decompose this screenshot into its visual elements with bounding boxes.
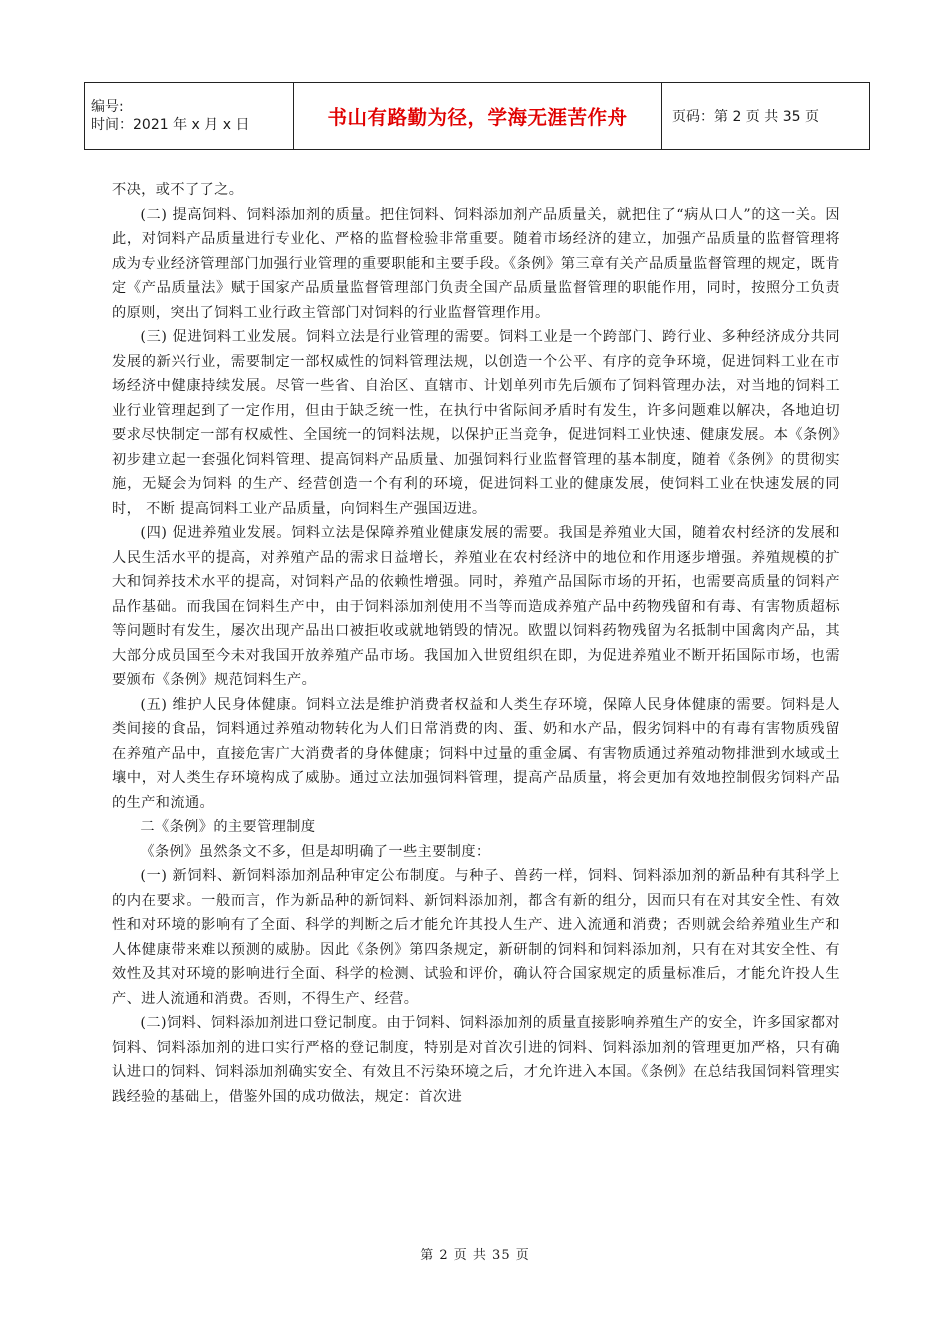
page-footer: 第 2 页 共 35 页 (420, 1248, 530, 1263)
header-motto: 书山有路勤为径，学海无涯苦作舟 (294, 83, 662, 150)
section-heading: 二《条例》的主要管理制度 (140, 819, 316, 835)
paragraph-section-5: (五) 维护人民身体健康。饲料立法是维护消费者权益和人类生存环境，保障人民身体健康的需要。饲料是人类间接的食品，饲料通过养殖动物转化为人们日常消费的肉、蛋、奶和水产品，假劣饲料中的有毒有害物质残留在养殖产品中，直接危害广大消费者的身体健康；饲料中过量的重金属、有害物质通过养殖动物排泄到水域或土壤中，对人类生存环境构成了威胁。通过立法加强饲料管理，提高产品质量，将会更加有效地控制假劣饲料产品的生产和流通。 (112, 696, 840, 811)
paragraph-intro: 《条例》虽然条文不多，但是却明确了一些主要制度： (140, 843, 491, 860)
paragraph-system-2: (二)饲料、饲料添加剂进口登记制度。由于饲料、饲料添加剂的质量直接影响养殖生产的安全，许多国家都对饲料、饲料添加剂的进口实行严格的登记制度，特别是对首次引进的饲料、饲料添加剂的管理更加严格，只有确认进口的饲料、饲料添加剂确实安全、有效且不污染环境之后，才允许进入本国。《条例》在总结我国饲料管理实践经验的基础上，借鉴外国的成功做法，规定：首次进 (112, 1015, 840, 1105)
page-header (84, 82, 870, 150)
document-time-label: 时间：2021 年 x 月 x 日 (91, 117, 250, 133)
document-number-label: 编号: (91, 99, 124, 115)
paragraph-system-1: (一) 新饲料、新饲料添加剂品种审定公布制度。与种子、兽药一样，饲料、饲料添加剂的新品种有其科学上的内在要求。一般而言，作为新品种的新饲料、新饲料添加剂，都含有新的组分，因而只有在对其安全性、有效性和对环境的影响有了全面、科学的判断之后才能允许其投人生产、进入流通和消费；否则就会给养殖业生产和人体健康带来难以预测的威胁。因此《条例》第四条规定，新研制的饲料和饲料添加剂，只有在对其安全性、有效性及其对环境的影响进行全面、科学的检测、试验和评价，确认符合国家规定的质量标准后，才能允许投人生产、进人流通和消费。否则，不得生产、经营。 (112, 868, 840, 1007)
header-page-info: 页码：第 2 页 共 35 页 (662, 83, 870, 150)
paragraph-section-3: (三) 促进饲料工业发展。饲料立法是行业管理的需要。饲料工业是一个跨部门、跨行业、多种经济成分共同发展的新兴行业，需要制定一部权威性的饲料管理法规，以创造一个公平、有序的竞争环境，促进饲料工业在市场经济中健康持续发展。尽管一些省、自治区、直辖市、计划单列市先后颁布了饲料管理办法，对当地的饲料工业行业管理起到了一定作用，但由于缺乏统一性，在执行中省际间矛盾时有发生，许多问题难以解决，各地迫切要求尽快制定一部有权威性、全国统一的饲料法规，以保护正当竞争，促进饲料工业快速、健康发展。本《条例》初步建立起一套强化饲料管理、提高饲料产品质量、加强饲料行业监督管理的基本制度，随着《条例》的贯彻实施，无疑会为饲料 的生产、经营创造一个有利的环境，促进饲料工业的健康发展，使饲料工业在快速发展的同时， 不断 提高饲料工业产品质量，向饲料生产强国迈进。 (112, 329, 840, 517)
header-meta (85, 83, 294, 150)
paragraph-continuation: 不决，或不了了之。 (112, 182, 244, 198)
paragraph-section-2: (二) 提高饲料、饲料添加剂的质量。把住饲料、饲料添加剂产品质量关，就把住了“病从口人”的这一关。因此，对饲料产品质量进行专业化、严格的监督检验非常重要。随着市场经济的建立，加强产品质量的监督管理将成为专业经济管理部门加强行业管理的重要职能和主要手段。《条例》第三章有关产品质量监督管理的规定，既肯定《产品质量法》赋于国家产品质量监督管理部门负责全国产品质量监督管理的职能作用，同时，按照分工负责的原则，突出了饲料工业行政主管部门对饲料的行业监督管理作用。 (112, 206, 840, 321)
document-body (112, 178, 840, 1109)
paragraph-section-4: (四) 促进养殖业发展。饲料立法是保障养殖业健康发展的需要。我国是养殖业大国，随着农村经济的发展和人民生活水平的提高，对养殖产品的需求日益增长，养殖业在农村经济中的地位和作用逐步增强。养殖规模的扩大和饲养技术水平的提高，对饲料产品的依赖性增强。同时，养殖产品国际市场的开拓，也需要高质量的饲料产品作基础。而我国在饲料生产中，由于饲料添加剂使用不当等而造成养殖产品中药物残留和有毒、有害物质超标等问题时有发生，屡次出现产品出口被拒收或就地销毁的情况。欧盟以饲料药物残留为名抵制中国禽肉产品，其大部分成员国至今未对我国开放养殖产品市场。我国加入世贸组织在即，为促进养殖业不断开拓国际市场，也需要颁布《条例》规范饲料生产。 (112, 525, 840, 688)
